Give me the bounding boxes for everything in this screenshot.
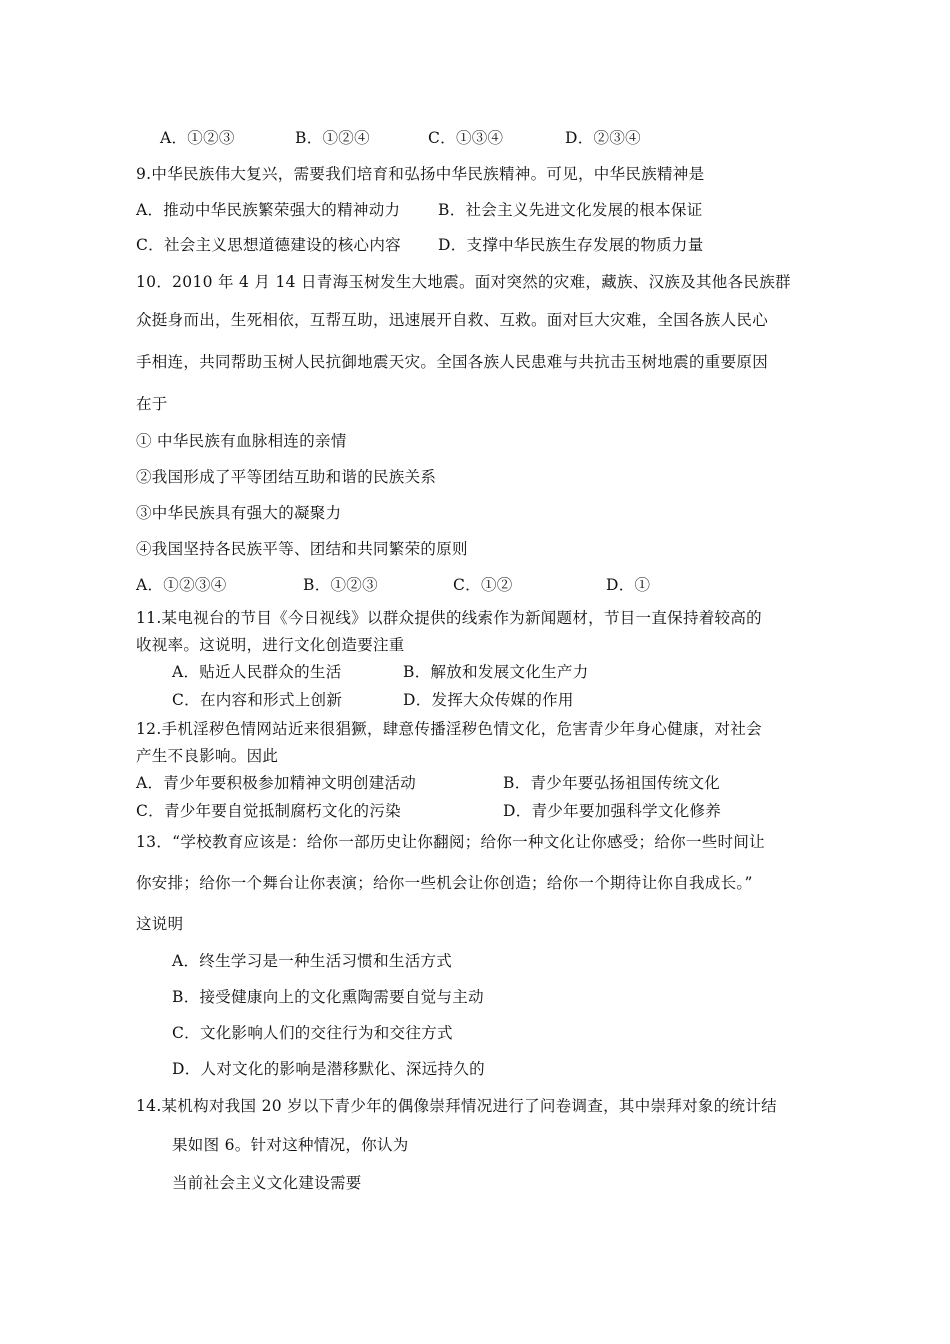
q13-option-b: B．接受健康向上的文化熏陶需要自觉与主动 <box>172 988 484 1006</box>
q14-stem-line-2: 果如图 6。针对这种情况，你认为 <box>172 1136 409 1154</box>
q10-stem-line-4: 在于 <box>136 395 168 413</box>
q8-option-d: D．②③④ <box>565 129 641 147</box>
q13-stem-line-3: 这说明 <box>136 915 184 933</box>
q10-option-c: C．①② <box>453 576 513 594</box>
q10-stem-line-3: 手相连，共同帮助玉树人民抗御地震天灾。全国各族人民患难与共抗击玉树地震的重要原因 <box>136 353 769 371</box>
q14-stem-line-1: 14.某机构对我国 20 岁以下青少年的偶像崇拜情况进行了问卷调查，其中崇拜对象的统计结 <box>136 1097 777 1115</box>
q9-stem: 9.中华民族伟大复兴，需要我们培育和弘扬中华民族精神。可见，中华民族精神是 <box>136 165 705 183</box>
q10-option-d: D．① <box>606 576 651 594</box>
q11-option-c: C．在内容和形式上创新 <box>172 691 343 709</box>
q10-option-b: B．①②③ <box>303 576 378 594</box>
q9-option-c: C．社会主义思想道德建设的核心内容 <box>136 236 401 254</box>
q13-option-c: C．文化影响人们的交往行为和交往方式 <box>172 1024 453 1042</box>
q12-option-d: D．青少年要加强科学文化修养 <box>503 802 722 820</box>
q12-option-c: C．青少年要自觉抵制腐朽文化的污染 <box>136 802 401 820</box>
q10-stem-line-2: 众挺身而出，生死相依，互帮互助，迅速展开自救、互救。面对巨大灾难，全国各族人民心 <box>136 311 769 329</box>
q10-item-4: ④我国坚持各民族平等、团结和共同繁荣的原则 <box>136 540 468 558</box>
q13-option-a: A．终生学习是一种生活习惯和生活方式 <box>172 952 453 970</box>
q11-stem-line-2: 收视率。这说明，进行文化创造要注重 <box>136 636 405 654</box>
q13-stem-line-2: 你安排；给你一个舞台让你表演；给你一些机会让你创造；给你一个期待让你自我成长。” <box>136 874 753 892</box>
q10-stem-line-1: 10．2010 年 4 月 14 日青海玉树发生大地震。面对突然的灾难，藏族、汉族及其他各民族群 <box>136 273 791 291</box>
q13-stem-line-1: 13．“学校教育应该是：给你一部历史让你翻阅；给你一种文化让你感受；给你一些时间让 <box>136 833 765 851</box>
q11-option-d: D．发挥大众传媒的作用 <box>403 691 574 709</box>
q9-option-b: B．社会主义先进文化发展的根本保证 <box>438 201 703 219</box>
q9-option-a: A．推动中华民族繁荣强大的精神动力 <box>136 201 401 219</box>
q10-item-2: ②我国形成了平等团结互助和谐的民族关系 <box>136 468 437 486</box>
q14-stem-line-3: 当前社会主义文化建设需要 <box>172 1174 362 1192</box>
q8-option-c: C．①③④ <box>428 129 504 147</box>
q10-item-3: ③中华民族具有强大的凝聚力 <box>136 504 342 522</box>
q13-option-d: D．人对文化的影响是潜移默化、深远持久的 <box>172 1060 485 1078</box>
q10-option-a: A．①②③④ <box>136 576 227 594</box>
q10-item-1: ① 中华民族有血脉相连的亲情 <box>136 432 347 450</box>
q12-option-a: A．青少年要积极参加精神文明创建活动 <box>136 774 417 792</box>
q11-stem-line-1: 11.某电视台的节目《今日视线》以群众提供的线索作为新闻题材，节目一直保持着较高的 <box>136 609 762 627</box>
q12-option-b: B．青少年要弘扬祖国传统文化 <box>503 774 721 792</box>
q9-option-d: D．支撑中华民族生存发展的物质力量 <box>438 236 704 254</box>
q8-option-b: B．①②④ <box>295 129 370 147</box>
q11-option-b: B．解放和发展文化生产力 <box>403 663 589 681</box>
q12-stem-line-1: 12.手机淫秽色情网站近来很猖獗，肆意传播淫秽色情文化，危害青少年身心健康，对社会 <box>136 720 762 738</box>
q11-option-a: A．贴近人民群众的生活 <box>172 663 342 681</box>
q8-option-a: A．①②③ <box>160 129 235 147</box>
q12-stem-line-2: 产生不良影响。因此 <box>136 747 279 765</box>
